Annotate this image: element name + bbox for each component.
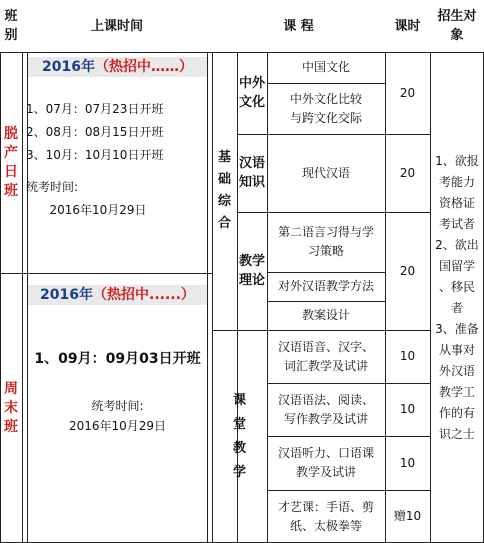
label-char: 课 <box>232 392 246 408</box>
target-line: 资格证 <box>438 195 475 210</box>
course-item-line: 汉语语法、阅读、 <box>277 392 374 407</box>
course-item-line: 写作教学及试讲 <box>283 411 368 426</box>
course-item <box>267 383 385 436</box>
weekend-exam-label: 统考时间: <box>91 398 144 413</box>
target-line: 教学工 <box>438 384 475 399</box>
target-audience <box>430 52 484 543</box>
course-item-line: 习策略 <box>307 244 344 258</box>
course-item: 教案设计 <box>301 308 350 322</box>
weekend-hot-line <box>28 285 207 305</box>
group-name-line: 知识 <box>238 175 265 190</box>
course-item-line: 词汇教学及试讲 <box>283 358 368 373</box>
label-char: 合 <box>217 216 231 231</box>
header-class-char: 班 <box>4 9 18 24</box>
label-char: 周 <box>4 380 18 397</box>
header-class-char: 别 <box>4 28 18 43</box>
target-line: 外汉语 <box>438 363 475 378</box>
target-line: 从事对 <box>438 342 475 357</box>
course-item-line: 汉语听力、口语课 <box>277 446 374 460</box>
label-char: 产 <box>4 144 18 161</box>
course-item: 中国文化 <box>301 60 350 74</box>
hot-status: （热招中......） <box>93 286 195 303</box>
target-line: 2、欲出 <box>435 237 479 252</box>
weekend-class-label <box>0 273 22 543</box>
course-item-line: 教学及试讲 <box>295 465 356 479</box>
target-line: 识之士 <box>438 426 475 441</box>
basic-section-label <box>212 52 237 330</box>
course-item-line: 汉语语音、汉字、 <box>277 339 374 354</box>
label-char: 日 <box>4 163 18 180</box>
course-item <box>267 490 385 543</box>
label-char: 班 <box>4 182 18 199</box>
label-char: 脱 <box>4 125 18 142</box>
group-theory-label <box>237 212 267 330</box>
group-name-line: 汉语 <box>238 156 265 171</box>
header-target-line: 招生对 <box>437 9 477 24</box>
fulltime-hot-line <box>28 57 207 77</box>
hours-value: 20 <box>399 85 416 100</box>
fulltime-exam-date: 2016年10月29日 <box>49 202 147 217</box>
header-time: 上课时间 <box>22 0 212 52</box>
target-line: 作的有 <box>438 405 475 420</box>
target-line: 1、欲报 <box>435 153 479 168</box>
hot-year: 2016年 <box>40 286 94 303</box>
weekend-schedule: 1、09月：09月03日开班 <box>34 350 201 367</box>
group-culture-label <box>237 52 267 134</box>
course-item <box>267 436 385 490</box>
course-item <box>267 212 385 272</box>
course-item-line: 才艺课：手语、剪 <box>277 499 374 514</box>
course-item-line: 第二语言习得与学 <box>277 225 374 239</box>
hot-status: （热招中……） <box>94 58 193 75</box>
schedule-item: 1、07月：07月23日开班 <box>26 102 164 116</box>
hours-value: 赠10 <box>393 509 422 523</box>
label-char: 末 <box>4 399 18 416</box>
header-course: 课 程 <box>212 0 385 52</box>
label-char: 基 <box>217 150 231 165</box>
weekend-exam-date: 2016年10月29日 <box>68 418 167 433</box>
group-name-line: 教学 <box>238 254 265 269</box>
target-line: 考试者 <box>438 216 475 231</box>
hours-value: 10 <box>399 349 416 363</box>
label-char: 础 <box>217 172 231 187</box>
course-item-line: 中外文化比较 <box>289 91 362 106</box>
label-char: 综 <box>217 194 231 209</box>
course-item <box>267 83 385 134</box>
hot-year: 2016年 <box>42 58 95 75</box>
header-hours: 课时 <box>385 0 430 52</box>
hours-value: 20 <box>399 165 416 180</box>
hours-value: 10 <box>399 402 416 416</box>
group-name-line: 文化 <box>238 95 265 110</box>
fulltime-exam-label: 统考时间: <box>26 179 79 194</box>
classroom-section-label <box>212 330 267 543</box>
schedule-item: 2、08月：08月15日开班 <box>26 125 164 139</box>
header-class <box>0 0 22 52</box>
group-name-line: 中外 <box>238 76 265 91</box>
fulltime-schedule <box>24 98 207 184</box>
target-line: 、移民 <box>438 279 475 294</box>
target-line: 者 <box>450 300 463 315</box>
group-chinese-label <box>237 134 267 212</box>
course-item <box>267 330 385 383</box>
hours-value: 10 <box>399 455 416 470</box>
group-name-line: 理论 <box>238 273 265 288</box>
label-char: 教 <box>232 440 246 456</box>
label-char: 学 <box>232 464 246 480</box>
course-item: 现代汉语 <box>301 165 350 180</box>
label-char: 班 <box>4 418 18 435</box>
course-item-line: 与跨文化交际 <box>289 110 362 125</box>
target-line: 考能力 <box>438 174 475 189</box>
label-char: 堂 <box>232 416 246 432</box>
hours-value: 20 <box>399 263 416 278</box>
schedule-item: 3、10月：10月10日开班 <box>26 148 164 162</box>
header-target <box>430 0 484 52</box>
course-item-line: 纸、太极拳等 <box>289 518 362 533</box>
course-item: 对外汉语教学方法 <box>277 279 374 293</box>
header-target-line: 象 <box>450 28 464 43</box>
target-line: 国留学 <box>438 258 475 273</box>
fulltime-class-label <box>0 52 22 273</box>
target-line: 3、准备 <box>435 321 479 336</box>
